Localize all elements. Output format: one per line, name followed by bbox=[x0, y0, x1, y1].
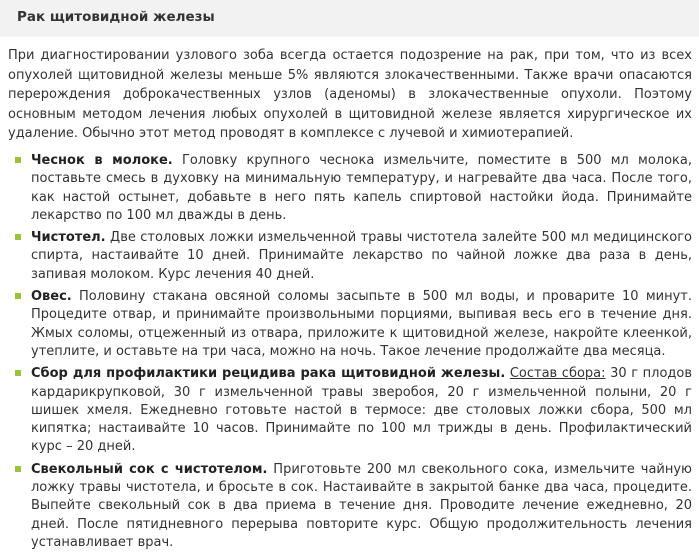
bullet-icon bbox=[15, 157, 21, 163]
composition-label: Состав сбора: bbox=[509, 366, 606, 382]
remedy-text: Половину стакана овсяной соломы засыпьте в 500 мл воды, и проварите 10 минут. Процедите отвар, и принимайте произвольными порциями, выпивая весь его в течение дня. Жмых соломы, отцеженный из отвара, приложите к щитовидной железе, накройте клеенкой, утеплите, и оставьте на три часа, можно на ночь. Такое лечение продолжайте два месяца. bbox=[31, 289, 692, 359]
remedy-item-oats bbox=[14, 288, 692, 361]
remedy-title: Свекольный сок с чистотелом. bbox=[31, 461, 268, 477]
remedy-title: Чеснок в молоке. bbox=[31, 153, 173, 168]
remedy-title: Чистотел. bbox=[31, 230, 106, 246]
title-bar bbox=[0, 0, 699, 37]
intro-paragraph: При диагностировании узлового зоба всегда остается подозрение на рак, при том, что из всех опухолей щитовидной железы меньше 5% являются злокачественными. Также врачи опасаются перерождения доброкачественных узлов (аденомы) в злокачественные опухоли. Поэтому основным методом лечения любых опухолей в щитовидной железе является хирургическое их удаление. Обычно этот метод проводят в комплексе с лучевой и химиотерапией. bbox=[8, 48, 692, 142]
bullet-icon bbox=[15, 466, 21, 472]
remedy-title: Сбор для профилактики рецидива рака щитовидной железы. bbox=[31, 366, 506, 382]
remedy-item-beet-juice bbox=[14, 461, 692, 552]
remedy-text: Две столовых ложки измельченной травы чистотела залейте 500 мл медицинского спирта, настаивайте 10 дней. Принимайте лекарство по чайной ложке два раза в день, запивая молоком. Курс лечения 40 дней. bbox=[31, 230, 692, 282]
remedy-text: Головку крупного чеснока измельчите, поместите в 500 мл молока, поставьте смесь в духовку на минимальную температуру, и нагревайте два часа. После того, как настой остынет, добавьте в него пять капель спиртовой настойки йода. Принимайте лекарство по 100 мл дважды в день. bbox=[31, 153, 692, 223]
bullet-icon bbox=[15, 234, 21, 240]
remedy-item-herbal-collection bbox=[14, 365, 692, 456]
remedy-title: Овес. bbox=[31, 289, 72, 305]
remedy-list bbox=[14, 152, 692, 552]
remedy-text: 30 г плодов кардарикрупковой, 30 г измельченной травы зверобоя, 20 г измельченной полыни, 20 г шишек хмеля. Ежедневно готовьте настой в термосе: две столовых ложки сбора, 500 мл кипятка; настаивайте 10 часов. Принимайте по 100 мл трижды в день. Профилактический курс – 20 дней. bbox=[31, 366, 692, 455]
bullet-icon bbox=[15, 293, 21, 299]
bullet-icon bbox=[15, 370, 21, 376]
remedy-item-celandine bbox=[14, 229, 692, 284]
remedy-item-garlic-milk bbox=[14, 152, 692, 225]
page-title: Рак щитовидной железы bbox=[17, 9, 215, 25]
remedy-text: Приготовьте 200 мл свекольного сока, измельчите чайную ложку травы чистотела, и бросьте в сок. Настаивайте в закрытой банке два часа, процедите. Выпейте свекольный сок в два приема в течение дня. Проводите лечение ежедневно, 20 дней. После пятидневного перерыва повторите курс. Общую продолжительность лечения устанавливает врач. bbox=[31, 461, 693, 550]
